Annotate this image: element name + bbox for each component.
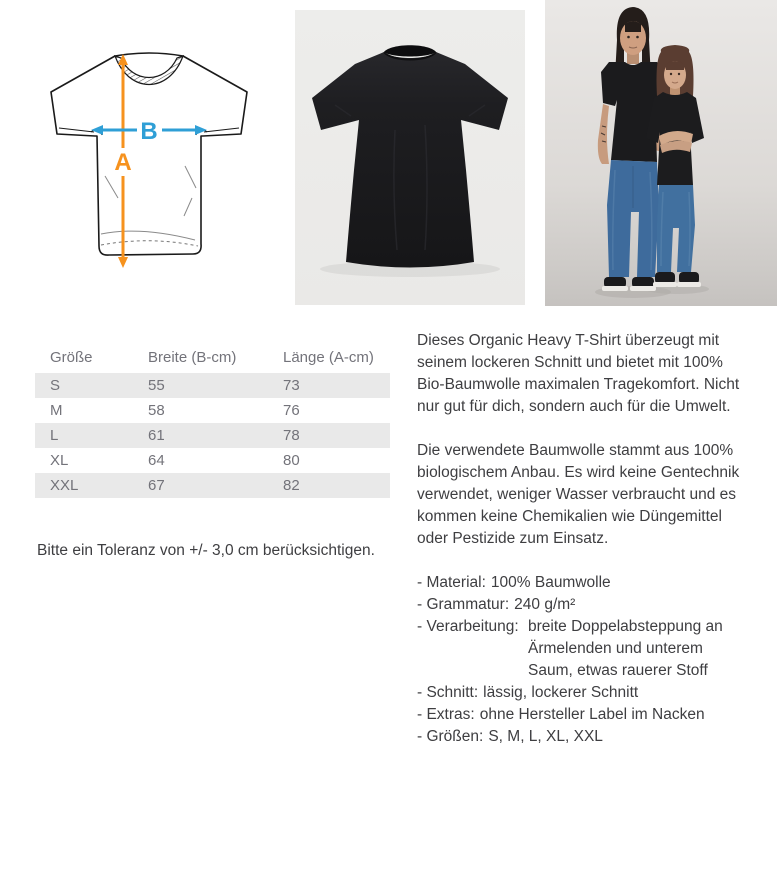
product-photo-front[interactable] <box>295 10 525 305</box>
tolerance-note: Bitte ein Toleranz von +/- 3,0 cm berücksichtigen. <box>37 541 375 559</box>
cell-laenge: 80 <box>283 452 300 469</box>
cell-breite: 55 <box>148 377 165 394</box>
size-diagram-image[interactable] <box>45 48 253 268</box>
description-paragraph-2: Die verwendete Baumwolle stammt aus 100% biologischem Anbau. Es wird keine Gentechnik verwendet, weniger Wasser verbraucht und es kommen keine Chemikalien wie Düngemittel oder Pestizide zum Einsatz. <box>417 442 740 547</box>
cell-size: XXL <box>50 477 79 494</box>
spec-item-extras: - Extras: ohne Hersteller Label im Nacken <box>417 706 705 723</box>
spec-item-groessen: - Größen: S, M, L, XL, XXL <box>417 728 603 745</box>
column-header-laenge: Länge (A-cm) <box>283 349 374 366</box>
cell-laenge: 73 <box>283 377 300 394</box>
description-paragraph-1: Dieses Organic Heavy T-Shirt überzeugt mit seinem lockeren Schnitt und bietet mit 100% Bio-Baumwolle maximalen Tragekomfort. Nicht nur gut für dich, sondern auch für die Umwelt. <box>417 332 740 415</box>
cell-laenge: 78 <box>283 427 300 444</box>
table-row <box>35 473 390 498</box>
product-description <box>417 330 751 748</box>
cell-breite: 67 <box>148 477 165 494</box>
cell-breite: 61 <box>148 427 165 444</box>
table-row <box>35 373 390 398</box>
size-chart-table <box>35 346 390 498</box>
cell-laenge: 76 <box>283 402 300 419</box>
cell-laenge: 82 <box>283 477 300 494</box>
cell-breite: 58 <box>148 402 165 419</box>
table-row <box>35 398 390 423</box>
tshirt-outline-drawing <box>45 48 253 268</box>
diagram-label-a: A <box>114 149 132 176</box>
column-header-breite: Breite (B-cm) <box>148 349 237 366</box>
table-header-row <box>35 346 390 373</box>
table-row <box>35 448 390 473</box>
product-photo-models[interactable] <box>545 0 777 306</box>
spec-item-material: - Material: 100% Baumwolle <box>417 574 611 591</box>
column-header-groesse: Größe <box>50 349 93 366</box>
cell-size: M <box>50 402 63 419</box>
cell-breite: 64 <box>148 452 165 469</box>
models-image <box>545 0 777 306</box>
diagram-label-b: B <box>140 118 158 145</box>
cell-size: L <box>50 427 59 444</box>
cell-size: XL <box>50 452 69 469</box>
spec-list <box>417 572 751 748</box>
cell-size: S <box>50 377 61 394</box>
spec-item-schnitt: - Schnitt: lässig, lockerer Schnitt <box>417 684 639 701</box>
spec-item-verarbeitung: - Verarbeitung: breite Doppelabsteppung an Ärmelenden und unterem Saum, etwas rauerer Stoff <box>417 618 723 679</box>
spec-item-grammatur: - Grammatur: 240 g/m² <box>417 596 576 613</box>
table-row <box>35 423 390 448</box>
black-tshirt-image <box>295 10 525 305</box>
